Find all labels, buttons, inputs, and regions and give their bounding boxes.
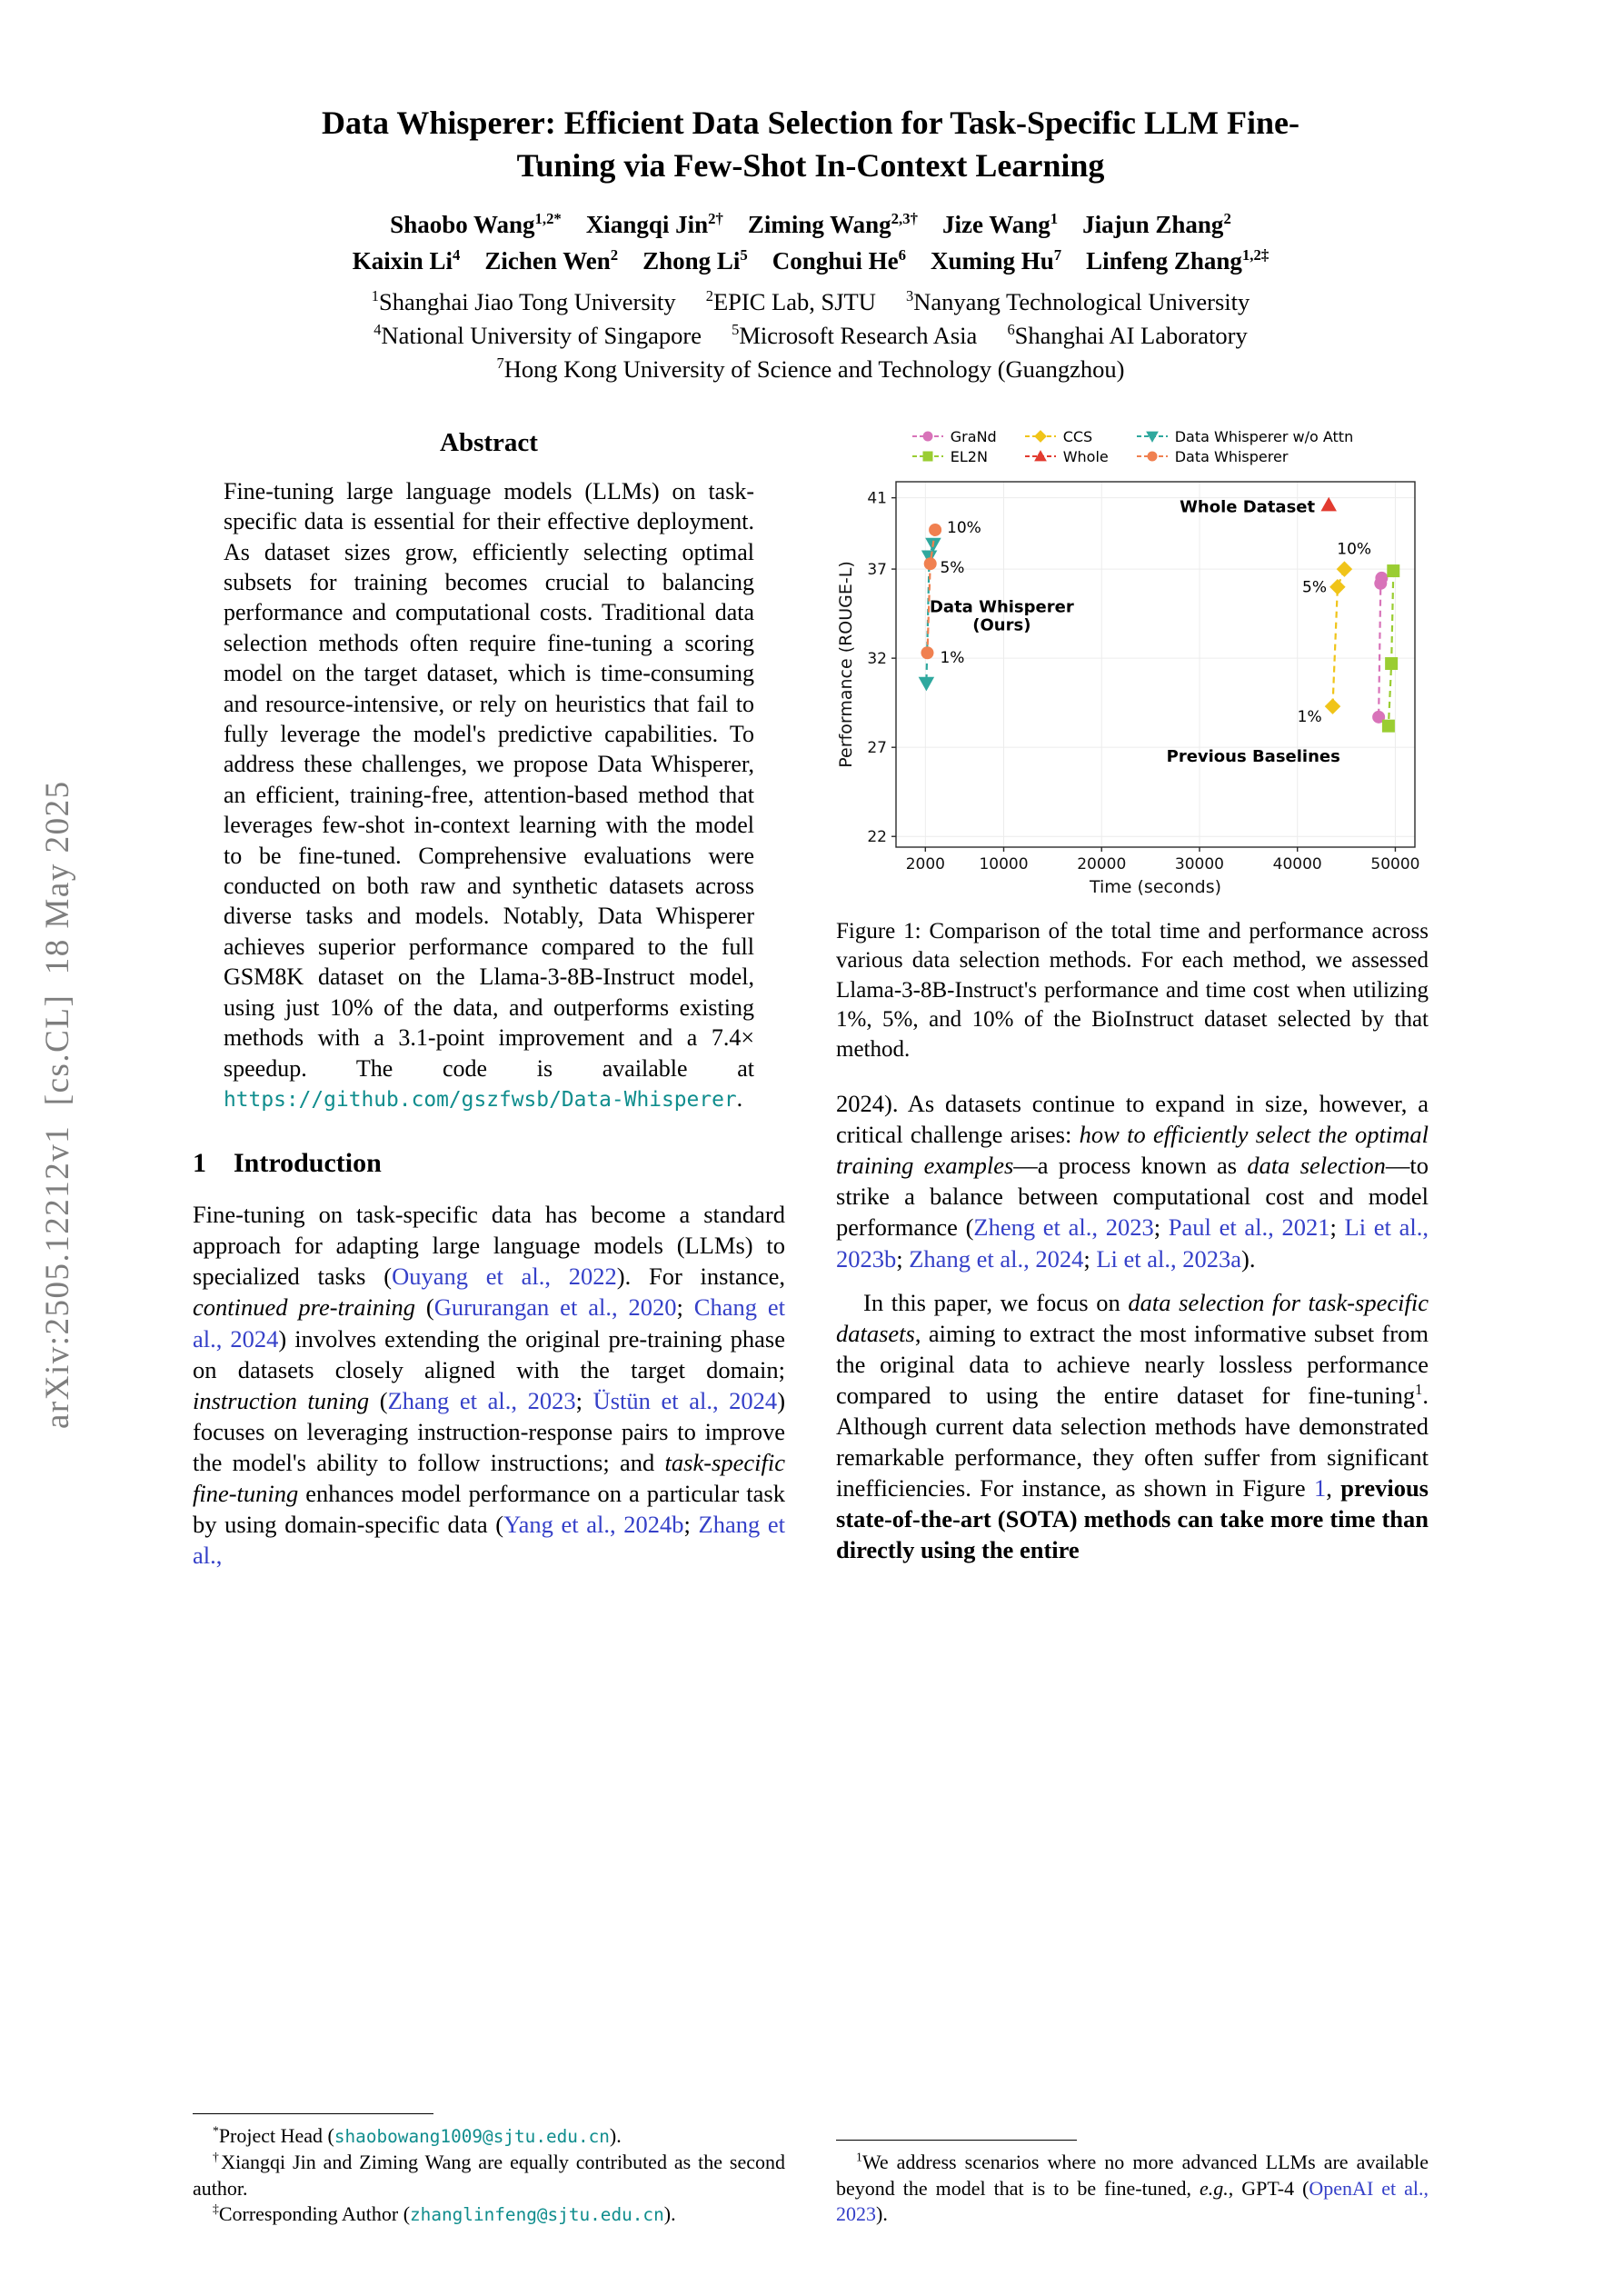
text-segment: data selection [1247, 1152, 1386, 1180]
text-segment: 1 [1050, 209, 1059, 227]
text-segment: ; [1153, 1213, 1169, 1242]
legend-item-grand [911, 428, 997, 445]
url-link[interactable]: https://github.com/gszfwsb/Data-Whisperer [224, 1087, 737, 1112]
text-segment: Hong Kong University of Science and Technology (Guangzhou) [503, 354, 1125, 383]
text-segment: 7 [1053, 245, 1062, 264]
right-column [836, 426, 1429, 2228]
url-link[interactable]: shaobowang1009@sjtu.edu.cn [334, 2126, 610, 2148]
text-segment: ) involves extending the original pre-training phase on datasets closely aligned with the target domain; [193, 1324, 785, 1383]
citation-link[interactable]: Gururangan et al., 2020 [433, 1293, 677, 1322]
paper-content [193, 0, 1429, 2228]
svg-text:22: 22 [867, 828, 887, 847]
text-segment: 2 [705, 286, 713, 304]
legend-marker-icon [911, 430, 944, 443]
chart-annotation: Whole Dataset [1180, 497, 1316, 517]
legend-label: Data Whisperer [1174, 447, 1289, 465]
citation-link[interactable]: 1 [1314, 1473, 1327, 1502]
text-segment: Xiangqi Jin and Ziming Wang are equally contributed as the second author. [193, 2151, 785, 2200]
svg-text:50000: 50000 [1370, 854, 1420, 873]
text-segment: previous state-of-the-art (SOTA) methods can take more time than directly using the entire [836, 1473, 1429, 1563]
text-segment: task-specific fine-tuning [193, 1448, 785, 1507]
citation-link[interactable]: OpenAI et al., 2023 [836, 2176, 1429, 2226]
authors-line-2 [193, 244, 1429, 280]
text-segment: ‡ [213, 2201, 219, 2216]
citation-link[interactable]: Zheng et al., 2023 [973, 1213, 1154, 1242]
text-segment [618, 247, 642, 275]
text-segment: ) focuses on leveraging instruction-response pairs to improve the model's ability to follow instructions; and [193, 1386, 786, 1476]
chart-annotation: 5% [940, 558, 965, 577]
legend-item-el2n [911, 448, 988, 465]
footnote-equal-contribution [193, 2150, 785, 2201]
citation-link[interactable]: Zhang et al., 2023 [387, 1386, 576, 1414]
text-segment: Shanghai Jiao Tong University [378, 287, 676, 315]
figure-1-caption [836, 917, 1429, 1065]
data-point [924, 557, 937, 570]
svg-text:Time (seconds): Time (seconds) [1089, 876, 1222, 897]
text-segment: 2† [708, 209, 723, 227]
text-segment: 4 [453, 245, 461, 264]
data-point [1320, 497, 1337, 512]
svg-text:10000: 10000 [979, 854, 1029, 873]
abstract-text [224, 476, 754, 1114]
text-segment: 4 [373, 320, 382, 338]
legend-label: EL2N [950, 447, 988, 465]
text-segment [723, 211, 748, 238]
x-axis [906, 847, 1420, 897]
left-footnotes [193, 2113, 785, 2227]
section-1-heading [193, 1148, 785, 1179]
text-segment: , aiming to extract the most informative subset from the original data to achieve nearly lossless performance compared to using the entire dataset for fine-tuning [836, 1319, 1429, 1409]
section-title: Introduction [234, 1148, 382, 1179]
data-point [1325, 698, 1341, 714]
chart-annotation: Data Whisperer (Ours) [929, 597, 1074, 635]
svg-text:37: 37 [867, 560, 887, 579]
abstract-heading: Abstract [440, 427, 538, 457]
chart-annotation: Previous Baselines [1166, 746, 1340, 766]
text-segment: * [213, 2124, 219, 2139]
series-ccs [1325, 561, 1352, 714]
text-segment: Jiajun Zhang [1082, 210, 1224, 238]
footnote-rule [836, 2140, 1077, 2141]
legend-label: Whole [1062, 447, 1109, 465]
y-axis [836, 489, 896, 846]
body-paragraph-2 [836, 1287, 1429, 1565]
svg-text:Performance (ROUGE-L): Performance (ROUGE-L) [836, 561, 856, 768]
paper-title: Data Whisperer: Efficient Data Selection for Task-Specific LLM Fine-Tuning via Few-Shot In-Context Learning [322, 105, 1299, 184]
text-segment: continued pre-training [193, 1293, 415, 1322]
text-segment: EPIC Lab, SJTU [712, 287, 876, 315]
text-segment: Fine-tuning on task-specific data has become a standard approach for adapting large language models (LLMs) to specialized tasks ( [193, 1201, 785, 1291]
text-segment [906, 247, 931, 275]
text-segment: e.g. [1199, 2176, 1229, 2200]
text-segment: Conghui He [772, 246, 899, 275]
text-segment: Shanghai AI Laboratory [1014, 321, 1248, 349]
citation-link[interactable]: Üstün et al., 2024 [592, 1386, 778, 1414]
text-segment: ( [369, 1386, 388, 1414]
data-point [1329, 579, 1346, 595]
svg-text:40000: 40000 [1272, 854, 1322, 873]
text-segment: instruction tuning [193, 1386, 370, 1414]
legend-marker-icon [911, 450, 944, 463]
text-segment: ; [1083, 1244, 1097, 1273]
svg-text:30000: 30000 [1174, 854, 1225, 873]
affiliation-line-1 [193, 285, 1429, 319]
text-segment: Jize Wang [941, 210, 1050, 238]
text-segment [1058, 211, 1082, 238]
citation-link[interactable]: Zhang et al., 2024 [909, 1244, 1084, 1273]
two-column-layout [193, 426, 1429, 2228]
text-segment [702, 322, 732, 349]
chart-annotation: 5% [1302, 578, 1328, 597]
text-segment: ). [1241, 1244, 1256, 1273]
affiliation-line-2 [193, 319, 1429, 353]
text-segment: In this paper, we focus on [863, 1288, 1129, 1316]
text-segment: 2,3† [891, 209, 918, 227]
text-segment: —a process known as [1013, 1152, 1248, 1180]
citation-link[interactable]: Yang et al., 2024b [503, 1510, 684, 1538]
text-segment: Xuming Hu [930, 246, 1054, 275]
text-segment: Linfeng Zhang [1086, 246, 1242, 275]
text-segment: enhances model performance on a particular task by using domain-specific data ( [193, 1479, 785, 1538]
text-segment: ; [896, 1244, 910, 1273]
text-segment: ). [663, 2202, 676, 2226]
text-segment: ). For instance, [616, 1263, 785, 1291]
text-segment: —to strike a balance between computational cost and model performance ( [836, 1152, 1429, 1242]
text-segment: . Although current data selection methods have demonstrated remarkable performance, they often suffer from significant inefficiencies. For instance, as shown in Figure [836, 1381, 1429, 1502]
text-segment: Ziming Wang [747, 210, 891, 238]
text-segment: data selection for task-specific datasets [836, 1288, 1429, 1347]
text-segment: 2024). As datasets continue to expand in size, however, a critical challenge arises: [836, 1090, 1429, 1149]
chart-annotation: 10% [947, 518, 981, 537]
legend-marker-icon [1136, 430, 1169, 443]
text-segment [562, 211, 586, 238]
text-segment: Fine-tuning large language models (LLMs) on task-specific data is essential for their effective deployment. As dataset sizes grow, efficiently selecting optimal subsets for training becomes crucial to balancing performance and computational costs. Traditional data selection methods often require fine-tuning a scoring model on the target dataset, which is time-consuming and resource-intensive, or rely on heuristics that fail to fully leverage the model's predictive capabilities. To address these challenges, we propose Data Whisperer, an efficient, training-free, attention-based method that leverages few-shot in-context learning with the model to be fine-tuned. Comprehensive evaluations were conducted on both raw and synthetic datasets across diverse tasks and models. Notably, Data Whisperer achieves superior performance compared to the full GSM8K dataset on the Llama-3-8B-Instruct model, using just 10% of the data, and outperforms existing methods with a 3.1-point improvement and a 7.4× speedup. The code is available at [224, 477, 754, 1082]
text-segment: 7 [496, 354, 504, 372]
legend-item-data-whisperer-w-o-attn [1136, 428, 1353, 445]
legend-label: GraNd [950, 427, 997, 445]
text-segment: National University of Singapore [381, 321, 702, 349]
data-point [1337, 561, 1353, 577]
text-segment [748, 247, 772, 275]
legend-marker-icon [1024, 450, 1057, 463]
citation-link[interactable]: Chang et al., 2024 [193, 1293, 785, 1353]
text-segment [1061, 247, 1086, 275]
text-segment: Figure 1: Comparison of the total time and performance across various data selection methods. For each method, we assessed Llama-3-8B-Instruct's performance and time cost when utilizing 1%, 5%, and 10% of the BioInstruct dataset selected by that method. [836, 918, 1429, 1062]
footnote-1 [836, 2150, 1429, 2228]
data-point [1374, 577, 1387, 590]
footnote-rule [193, 2113, 433, 2114]
text-segment: Kaixin Li [352, 246, 453, 275]
text-segment: 6 [1007, 320, 1015, 338]
arxiv-stamp: arXiv:2505.12212v1 [cs.CL] 18 May 2025 [39, 780, 76, 1429]
affiliations-block [193, 285, 1429, 386]
text-segment: 5 [740, 245, 748, 264]
chart-annotation: 1% [940, 648, 965, 667]
text-segment: how to efficiently select the optimal training examples [836, 1121, 1429, 1180]
svg-text:27: 27 [867, 738, 887, 757]
text-segment [676, 288, 706, 315]
citation-link[interactable]: Zhang et al., [193, 1510, 785, 1569]
svg-text:41: 41 [867, 489, 887, 508]
citation-link[interactable]: Ouyang et al., 2022 [392, 1263, 617, 1291]
text-segment: 2 [610, 245, 619, 264]
data-point [929, 524, 941, 536]
text-segment: ). [609, 2124, 622, 2148]
text-segment: We address scenarios where no more advanced LLMs are available beyond the model that is to be fine-tuned, [836, 2151, 1429, 2200]
url-link[interactable]: zhanglinfeng@sjtu.edu.cn [410, 2204, 664, 2226]
text-segment: Nanyang Technological University [913, 287, 1250, 315]
text-segment: ; [575, 1386, 593, 1414]
text-segment: ; [1329, 1213, 1345, 1242]
text-segment: ; [676, 1293, 694, 1322]
text-segment: 5 [732, 320, 740, 338]
legend-marker-icon [1136, 450, 1169, 463]
series-grand [1372, 572, 1388, 724]
data-point [921, 646, 933, 659]
text-segment: Corresponding Author ( [218, 2202, 411, 2226]
legend-item-ccs [1024, 428, 1093, 445]
left-column [193, 426, 785, 2228]
text-segment: ( [414, 1293, 434, 1322]
svg-text:20000: 20000 [1077, 854, 1127, 873]
text-segment: Shaobo Wang [390, 210, 535, 238]
legend-label: Data Whisperer w/o Attn [1174, 427, 1354, 445]
text-segment: Microsoft Research Asia [739, 321, 978, 349]
footnote-corresponding-author [193, 2201, 785, 2228]
intro-paragraph [193, 1199, 785, 1571]
text-segment: 3 [905, 286, 914, 304]
text-segment: Xiangqi Jin [585, 210, 709, 238]
text-segment [876, 288, 906, 315]
data-point [1387, 564, 1399, 577]
text-segment: 1 [856, 2150, 862, 2164]
text-segment: , [1326, 1473, 1341, 1502]
legend-marker-icon [1024, 430, 1057, 443]
text-segment: † [213, 2150, 222, 2164]
text-segment: Project Head ( [218, 2124, 334, 2148]
chart-annotation: 1% [1297, 707, 1322, 726]
data-point [1382, 719, 1395, 732]
legend-item-data-whisperer [1136, 448, 1289, 465]
text-segment: 1,2‡ [1241, 245, 1270, 264]
figure-1 [836, 426, 1429, 1065]
series-el2n [1382, 564, 1399, 733]
text-segment: Zichen Wen [484, 246, 611, 275]
text-segment [977, 322, 1007, 349]
legend-label: CCS [1062, 427, 1093, 445]
citation-link[interactable]: Paul et al., 2021 [1168, 1213, 1330, 1242]
text-segment: . [736, 1084, 743, 1112]
text-segment: , GPT-4 ( [1228, 2176, 1309, 2200]
text-segment [460, 247, 484, 275]
data-point [919, 677, 934, 692]
text-segment: 1,2* [534, 209, 562, 227]
figure1-chart [836, 473, 1426, 898]
citation-link[interactable]: Li et al., 2023b [836, 1213, 1429, 1273]
text-segment: ; [683, 1510, 699, 1538]
chart-legend [836, 428, 1429, 465]
data-point [1385, 657, 1398, 670]
authors-line-1 [193, 207, 1429, 244]
affiliation-line-3 [193, 353, 1429, 386]
text-segment: ). [876, 2202, 888, 2226]
authors-block [193, 207, 1429, 280]
text-segment: 1 [371, 286, 379, 304]
section-number: 1 [193, 1148, 206, 1179]
text-segment: 1 [1415, 1380, 1423, 1398]
body-paragraph-continuation [836, 1088, 1429, 1273]
legend-item-whole [1024, 448, 1109, 465]
chart-annotation: 10% [1337, 540, 1372, 559]
svg-text:32: 32 [867, 649, 887, 668]
citation-link[interactable]: Li et al., 2023a [1096, 1244, 1242, 1273]
svg-text:2000: 2000 [905, 854, 945, 873]
text-segment: Zhong Li [642, 246, 741, 275]
text-segment [918, 211, 942, 238]
series-whole [1320, 497, 1337, 512]
right-footnotes [836, 2140, 1429, 2228]
text-segment: 2 [1223, 209, 1231, 227]
footnote-project-head [193, 2123, 785, 2150]
text-segment: 6 [898, 245, 906, 264]
